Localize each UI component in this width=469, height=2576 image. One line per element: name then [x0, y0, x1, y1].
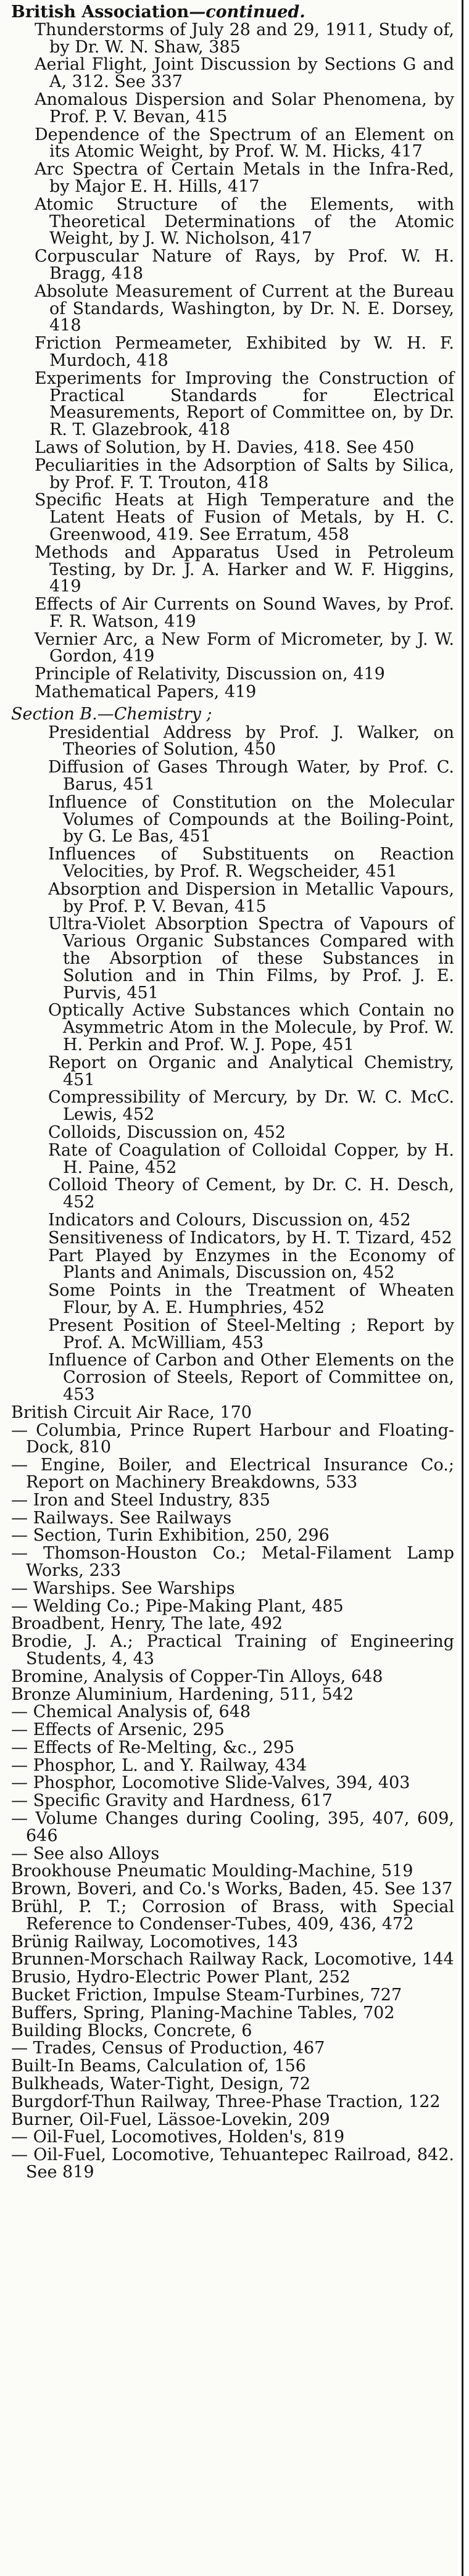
index-entry: — Volume Changes during Cooling, 395, 407, 609, 646	[11, 1809, 454, 1845]
index-entry: Built-In Beams, Calculation of, 156	[11, 2056, 306, 2076]
index-entry: Bulkheads, Water-Tight, Design, 72	[11, 2074, 311, 2094]
index-entry: British Circuit Air Race, 170	[11, 1402, 252, 1422]
index-entry: Buffers, Spring, Planing-Machine Tables, 702	[11, 2003, 395, 2023]
index-entry: Brühl, P. T.; Corrosion of Brass, with Special Reference to Condenser-Tubes, 409, 436, 472	[11, 1897, 454, 1934]
index-entry: — Engine, Boiler, and Electrical Insurance Co.; Report on Machinery Breakdowns, 533	[11, 1456, 454, 1492]
index-entry: Influence of Constitution on the Molecular Volumes of Compounds at the Boiling-Point, by G. Le Bas, 451	[48, 792, 454, 847]
index-entry: Burner, Oil-Fuel, Lässoe-Lovekin, 209	[11, 2110, 330, 2129]
index-entry: Mathematical Papers, 419	[35, 682, 257, 702]
index-entry: — Warships. See Warships	[11, 1578, 235, 1598]
index-entry: Brünig Railway, Locomotives, 143	[11, 1932, 299, 1952]
index-entry: Laws of Solution, by H. Davies, 418. See 450	[35, 437, 415, 457]
index-entry: Ultra-Violet Absorption Spectra of Vapours of Various Organic Substances Compared with the Absorption of these Substances in Solution and in Thin Films, by Prof. J. E. Purvis, 451	[48, 914, 454, 1003]
index-entry: — Oil-Fuel, Locomotives, Holden's, 819	[11, 2127, 345, 2147]
index-entry: Vernier Arc, a New Form of Micrometer, by J. W. Gordon, 419	[35, 629, 454, 666]
index-entry: — Chemical Analysis of, 648	[11, 1702, 251, 1722]
index-entry: Report on Organic and Analytical Chemistry, 451	[48, 1053, 454, 1090]
index-entry: Atomic Structure of the Elements, with Theoretical Determinations of the Atomic Weight, by J. W. Nicholson, 417	[35, 194, 454, 249]
index-entry: — Columbia, Prince Rupert Harbour and Floating-Dock, 810	[11, 1420, 454, 1457]
index-entry: Brusio, Hydro-Electric Power Plant, 252	[11, 1968, 351, 1987]
index-entry: — Welding Co.; Pipe-Making Plant, 485	[11, 1596, 344, 1616]
index-entry: Corpuscular Nature of Rays, by Prof. W. H. Bragg, 418	[35, 247, 454, 283]
index-entry: Principle of Relativity, Discussion on, 419	[35, 665, 385, 684]
index-entry: Arc Spectra of Certain Metals in the Infra-Red, by Major E. H. Hills, 417	[35, 160, 454, 196]
index-entry: — Effects of Re-Melting, &c., 295	[11, 1737, 295, 1757]
heading-main: British Association	[11, 2, 189, 22]
index-entry: Optically Active Substances which Contain no Asymmetric Atom in the Molecule, by Prof. W. H. Perkin and Prof. W. J. Pope, 451	[48, 1001, 454, 1055]
index-entry: Brunnen-Morschach Railway Rack, Locomotive, 144	[11, 1950, 454, 1969]
index-entry: Burgdorf-Thun Railway, Three-Phase Traction, 122	[11, 2092, 441, 2111]
index-entry: — Railways. See Railways	[11, 1508, 232, 1528]
running-heading	[11, 4, 454, 21]
index-entry: Bronze Aluminium, Hardening, 511, 542	[11, 1684, 354, 1704]
index-entry: — Effects of Arsenic, 295	[11, 1720, 225, 1740]
chemistry-entries	[11, 724, 454, 1404]
index-entry: Sensitiveness of Indicators, by H. T. Tizard, 452	[48, 1228, 452, 1248]
physics-entries	[11, 22, 454, 701]
index-entry: Colloid Theory of Cement, by Dr. C. H. Desch, 452	[48, 1175, 454, 1212]
index-entry: Bromine, Analysis of Copper-Tin Alloys, 648	[11, 1667, 383, 1686]
index-entry: Bucket Friction, Impulse Steam-Turbines, 727	[11, 1986, 402, 2005]
index-entry: — Section, Turin Exhibition, 250, 296	[11, 1526, 330, 1546]
index-entry: Broadbent, Henry, The late, 492	[11, 1614, 283, 1634]
index-entry: Presidential Address by Prof. J. Walker, on Theories of Solution, 450	[48, 723, 454, 760]
index-entry: Anomalous Dispersion and Solar Phenomena, by Prof. P. V. Bevan, 415	[35, 89, 454, 126]
index-entry: Experiments for Improving the Construction of Practical Standards for Electrical Measurements, Report of Committee on, by Dr. R. T. Glazebrook, 418	[35, 368, 454, 440]
index-entry: Present Position of Steel-Melting ; Report by Prof. A. McWilliam, 453	[48, 1315, 454, 1352]
index-entry: Diffusion of Gases Through Water, by Prof. C. Barus, 451	[48, 758, 454, 795]
index-entry: Absolute Measurement of Current at the Bureau of Standards, Washington, by Dr. N. E. Dorsey, 418	[35, 281, 454, 336]
index-entries	[11, 1404, 454, 2181]
index-entry: — Thomson-Houston Co.; Metal-Filament Lamp Works, 233	[11, 1544, 454, 1580]
page-edge	[462, 0, 469, 2576]
index-entry: — Phosphor, L. and Y. Railway, 434	[11, 1755, 307, 1775]
index-entry: Brown, Boveri, and Co.'s Works, Baden, 45. See 137	[11, 1879, 453, 1899]
index-entry: Specific Heats at High Temperature and the Latent Heats of Fusion of Metals, by H. C. Greenwood, 419. See Erratum, 458	[35, 491, 454, 544]
index-entry: Part Played by Enzymes in the Economy of Plants and Animals, Discussion on, 452	[48, 1246, 454, 1283]
index-entry: Aerial Flight, Joint Discussion by Sections G and A, 312. See 337	[35, 55, 454, 92]
index-entry: Influences of Substituents on Reaction Velocities, by Prof. R. Wegscheider, 451	[48, 845, 454, 882]
index-entry: Friction Permeameter, Exhibited by W. H. F. Murdoch, 418	[35, 334, 454, 370]
index-entry: Compressibility of Mercury, by Dr. W. C. McC. Lewis, 452	[48, 1088, 454, 1125]
index-entry: Some Points in the Treatment of Wheaten Flour, by A. E. Humphries, 452	[48, 1281, 454, 1317]
index-entry: Brodie, J. A.; Practical Training of Engineering Students, 4, 43	[11, 1632, 454, 1668]
section-b-title: Section B.—Chemistry ;	[11, 704, 212, 724]
index-entry: Absorption and Dispersion in Metallic Vapours, by Prof. P. V. Bevan, 415	[48, 879, 454, 916]
index-entry: Rate of Coagulation of Colloidal Copper, by H. H. Paine, 452	[48, 1140, 454, 1177]
index-entry: Influence of Carbon and Other Elements on the Corrosion of Steels, Report of Committee on, 453	[48, 1351, 454, 1404]
index-entry: Effects of Air Currents on Sound Waves, by Prof. F. R. Watson, 419	[35, 595, 454, 631]
index-entry: — See also Alloys	[11, 1844, 160, 1863]
index-entry: Methods and Apparatus Used in Petroleum Testing, by Dr. J. A. Harker and W. F. Higgins, 419	[35, 542, 454, 597]
heading-continued: —continued.	[189, 2, 305, 22]
index-entry: — Oil-Fuel, Locomotive, Tehuantepec Railroad, 842. See 819	[11, 2145, 454, 2182]
index-entry: — Specific Gravity and Hardness, 617	[11, 1791, 333, 1811]
index-entry: Building Blocks, Concrete, 6	[11, 2021, 252, 2040]
index-entry: Peculiarities in the Adsorption of Salts by Silica, by Prof. F. T. Trouton, 418	[35, 455, 454, 492]
index-entry: Indicators and Colours, Discussion on, 452	[48, 1210, 411, 1230]
index-entry: Dependence of the Spectrum of an Element on its Atomic Weight, by Prof. W. M. Hicks, 417	[35, 125, 454, 162]
index-entry: — Trades, Census of Production, 467	[11, 2039, 325, 2058]
index-entry: Brookhouse Pneumatic Moulding-Machine, 519	[11, 1862, 413, 1881]
index-entry: — Iron and Steel Industry, 835	[11, 1490, 270, 1510]
index-entry: Thunderstorms of July 28 and 29, 1911, Study of, by Dr. W. N. Shaw, 385	[35, 20, 454, 57]
index-entry: — Phosphor, Locomotive Slide-Valves, 394, 403	[11, 1773, 410, 1793]
index-entry: Colloids, Discussion on, 452	[48, 1123, 286, 1142]
